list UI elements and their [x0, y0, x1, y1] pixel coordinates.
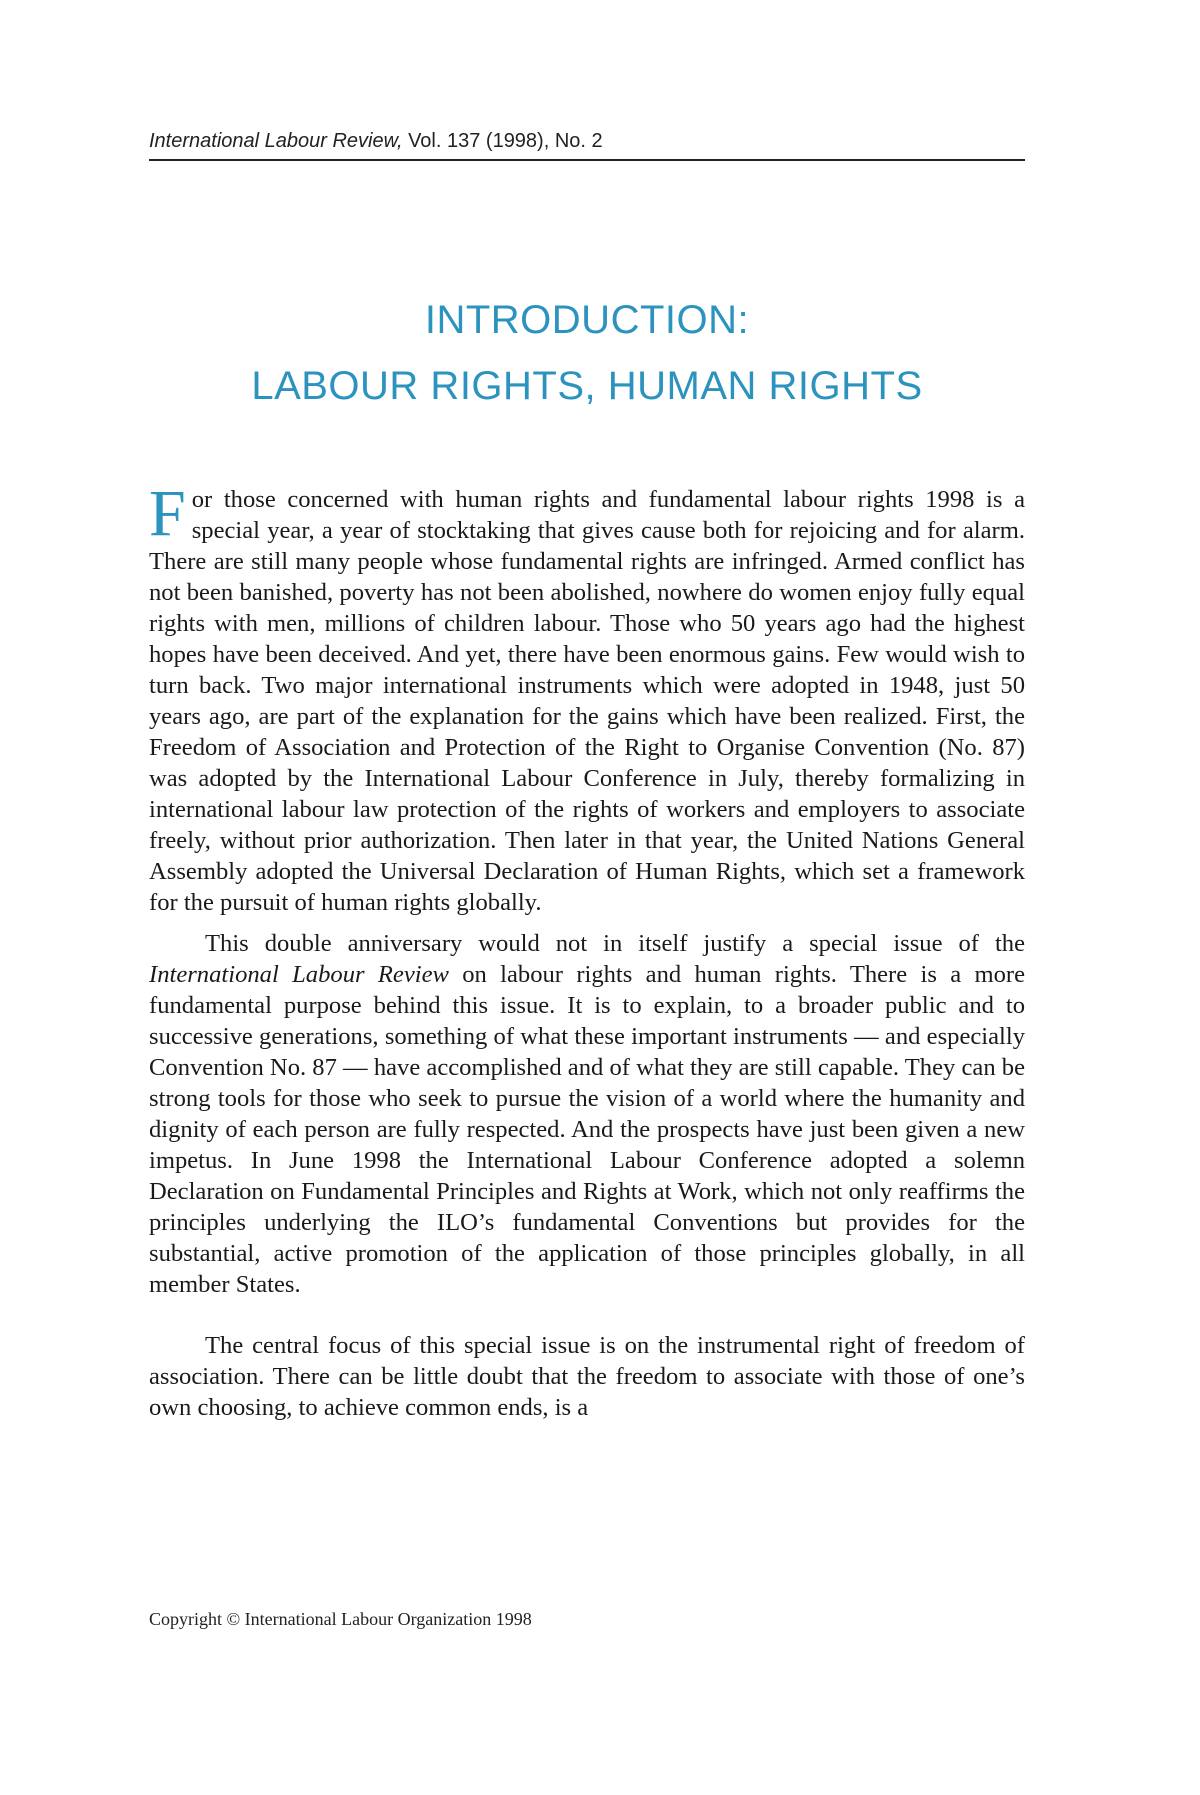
header-rule: [149, 159, 1025, 161]
paragraph-1-text: or those concerned with human rights and fundamental labour rights 1998 is a special year, a year of stocktaking that gives cause both for rejoicing and for alarm. There are still many people whose fundamental rights are infringed. Armed conflict has not been banished, poverty has not been abolished, nowhere do women enjoy fully equal rights with men, millions of children labour. Those who 50 years ago had the highest hopes have been deceived. And yet, there have been enormous gains. Few would wish to turn back. Two major international instruments which were adopted in 1948, just 50 years ago, are part of the explanation for the gains which have been realized. First, the Freedom of Association and Protection of the Right to Organise Convention (No. 87) was adopted by the International Labour Conference in July, thereby formalizing in international labour law protection of the rights of workers and employers to associate freely, without prior authorization. Then later in that year, the United Nations General Assembly adopted the Universal Declaration of Human Rights, which set a framework for the pursuit of human rights globally.: [149, 486, 1025, 916]
paragraph-1: [149, 477, 1025, 918]
paragraph-2: [149, 928, 1025, 1300]
paragraph-3-text: The central focus of this special issue is on the instrumental right of freedom of association. There can be little doubt that the freedom to associate with those of one’s own choosing, to achieve common ends, is a: [149, 1332, 1025, 1421]
paragraph-3: [149, 1330, 1025, 1423]
journal-name: International Labour Review,: [149, 130, 403, 152]
copyright-notice: Copyright © International Labour Organization 1998: [149, 1609, 532, 1629]
running-head: [149, 128, 1025, 154]
title-line-1: INTRODUCTION:: [424, 298, 750, 342]
article-body: [149, 477, 1026, 1423]
paragraph-2-text-start: This double anniversary would not in itself justify a special issue of the: [205, 930, 1025, 957]
article-title: [149, 287, 1025, 419]
paragraph-2-text-end: on labour rights and human rights. There is a more fundamental purpose behind this issue. It is to explain, to a broader public and to successive generations, something of what these important instruments — and especially Convention No. 87 — have accomplished and of what they are still capable. They can be strong tools for those who seek to pursue the vision of a world where the humanity and dignity of each person are fully respected. And the prospects have just been given a new impetus. In June 1998 the International Labour Conference adopted a solemn Declaration on Fundamental Principles and Rights at Work, which not only reaffirms the principles underlying the ILO’s fundamental Conventions but provides for the substantial, active promotion of the application of those principles globally, in all member States.: [149, 961, 1026, 1298]
journal-title-italic: International Labour Review: [149, 961, 449, 988]
volume-info: Vol. 137 (1998), No. 2: [408, 130, 603, 152]
drop-cap: F: [149, 477, 186, 550]
title-line-2: LABOUR RIGHTS, HUMAN RIGHTS: [251, 364, 923, 408]
